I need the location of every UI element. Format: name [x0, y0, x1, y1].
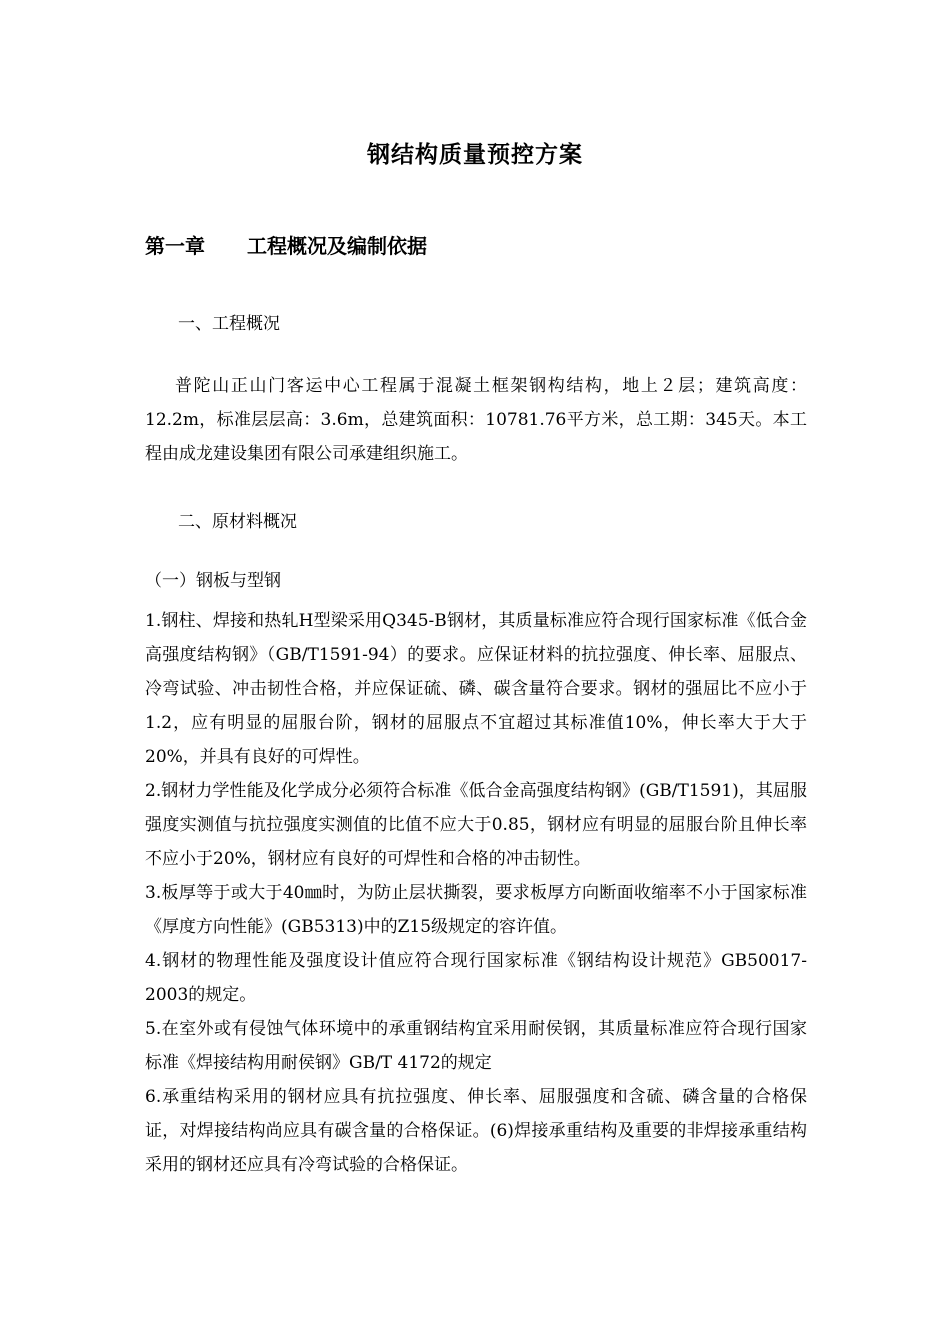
section-heading-materials: 二、原材料概况: [178, 512, 297, 532]
materials-list: [145, 604, 807, 1182]
list-item: 5.在室外或有侵蚀气体环境中的承重钢结构宜采用耐侯钢，其质量标准应符合现行国家标准《焊接结构用耐侯钢》GB/T 4172的规定: [145, 1019, 807, 1073]
overview-paragraph: 普陀山正山门客运中心工程属于混凝土框架钢构结构，地上２层；建筑高度：12.2m，标准层层高：3.6m，总建筑面积：10781.76平方米，总工期：345天。本工程由成龙建设集团有限公司承建组织施工。: [145, 376, 807, 464]
list-item: 3.板厚等于或大于40㎜时，为防止层状撕裂，要求板厚方向断面收缩率不小于国家标准《厚度方向性能》(GB5313)中的Z15级规定的容许值。: [145, 883, 807, 937]
chapter-title: 工程概况及编制依据: [247, 234, 427, 258]
chapter-heading: [145, 230, 427, 259]
chapter-number: 第一章: [145, 234, 205, 258]
subsection-heading-steel: （一）钢板与型钢: [145, 571, 281, 591]
list-item: 4.钢材的物理性能及强度设计值应符合现行国家标准《钢结构设计规范》GB50017-2003的规定。: [145, 951, 807, 1005]
list-item: 6.承重结构采用的钢材应具有抗拉强度、伸长率、屈服强度和含硫、磷含量的合格保证，对焊接结构尚应具有碳含量的合格保证。(6)焊接承重结构及重要的非焊接承重结构采用的钢材还应具有冷弯试验的合格保证。: [145, 1087, 807, 1175]
list-item: 1.钢柱、焊接和热轧H型梁采用Q345-B钢材，其质量标准应符合现行国家标准《低合金高强度结构钢》（GB/T1591-94）的要求。应保证材料的抗拉强度、伸长率、屈服点、冷弯试验、冲击韧性合格，并应保证硫、磷、碳含量符合要求。钢材的强屈比不应小于1.2，应有明显的屈服台阶，钢材的屈服点不宜超过其标准值10%，伸长率大于大于20%，并具有良好的可焊性。: [145, 611, 807, 767]
section-heading-overview: 一、工程概况: [178, 314, 280, 334]
document-title: 钢结构质量预控方案: [367, 142, 583, 168]
list-item: 2.钢材力学性能及化学成分必须符合标准《低合金高强度结构钢》(GB/T1591)，其屈服强度实测值与抗拉强度实测值的比值不应大于0.85，钢材应有明显的屈服台阶且伸长率不应小于20%，钢材应有良好的可焊性和合格的冲击韧性。: [145, 781, 807, 869]
